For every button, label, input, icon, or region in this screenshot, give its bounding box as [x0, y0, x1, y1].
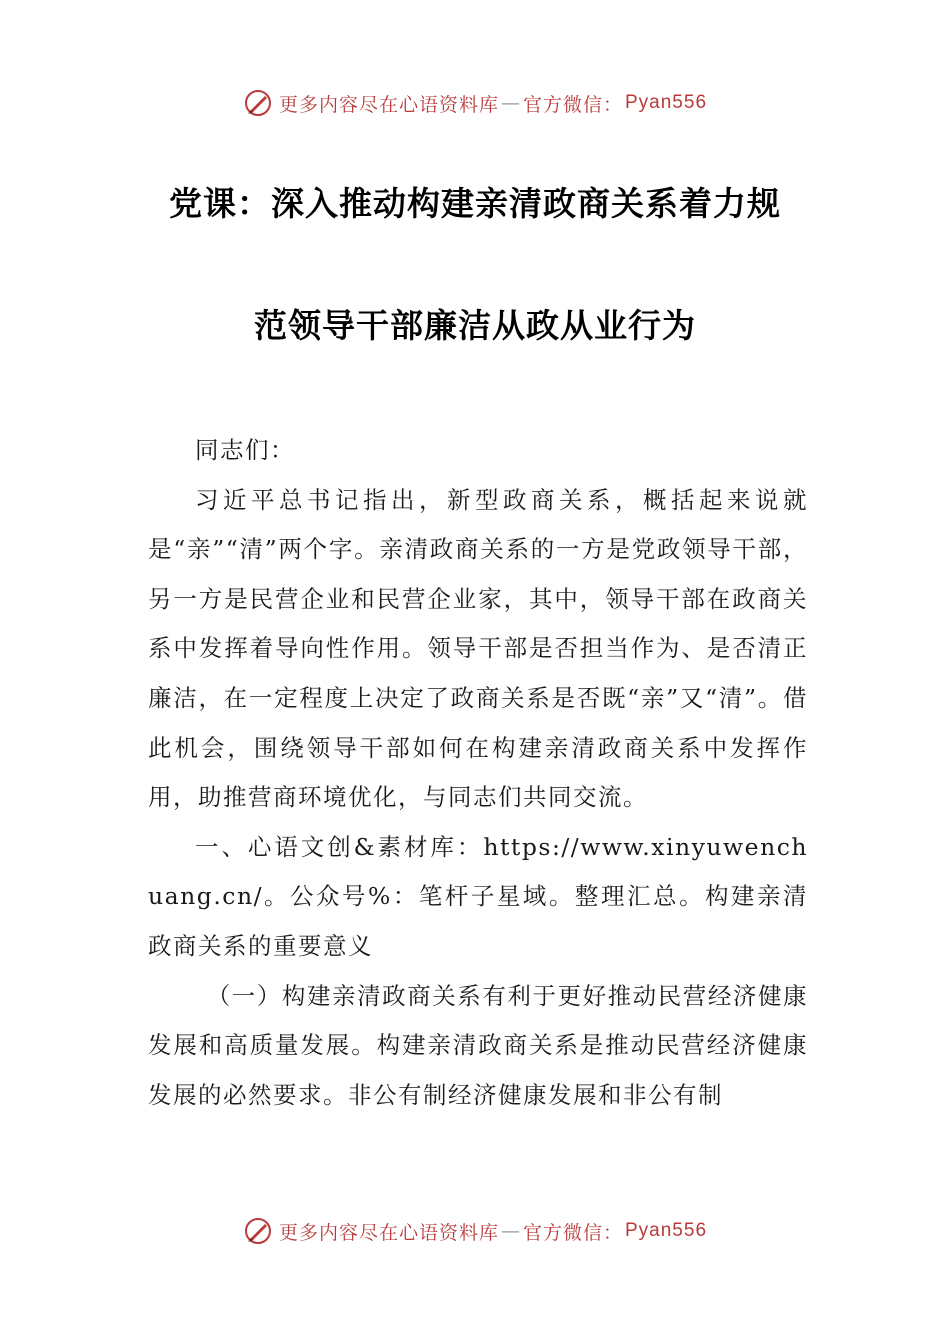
watermark-separator: —: [500, 1220, 521, 1242]
watermark-separator: —: [500, 92, 521, 114]
watermark-brand: 更多内容尽在心语资料库: [278, 1221, 499, 1244]
page-title-line-2: 范领导干部廉洁从政从业行为: [254, 306, 696, 345]
watermark-official-label: 官方微信：: [522, 93, 623, 116]
subsection-1: （一）构建亲清政商关系有利于更好推动民营经济健康发展和高质量发展。构建亲清政商关系是推动民营经济健康发展的必然要求。非公有制经济健康发展和非公有制: [148, 981, 808, 1109]
watermark-official-label: 官方微信：: [522, 1221, 623, 1244]
header-watermark: [0, 86, 950, 120]
watermark-brand: 更多内容尽在心语资料库: [278, 93, 499, 116]
footer-watermark: [0, 1214, 950, 1248]
watermark-wechat-id: Pyan556: [625, 92, 708, 113]
section-heading-1: 一、心语文创&素材库：https://www.xinyuwenchuang.cn/。公众号%：笔杆子星域。整理汇总。构建亲清政商关系的重要意义: [148, 832, 808, 960]
watermark-wechat-id: Pyan556: [625, 1220, 708, 1241]
pen-logo-icon: [243, 88, 273, 118]
paragraph-intro: 习近平总书记指出，新型政商关系，概括起来说就是“亲”“清”两个字。亲清政商关系的一方是党政领导干部，另一方是民营企业和民营企业家，其中，领导干部在政商关系中发挥着导向性作用。领导干部是否担当作为、是否清正廉洁，在一定程度上决定了政商关系是否既“亲”又“清”。借此机会，围绕领导干部如何在构建亲清政商关系中发挥作用，助推营商环境优化，与同志们共同交流。: [148, 485, 808, 812]
document-body: [148, 426, 808, 1120]
greeting: 同志们：: [195, 436, 295, 464]
page-title-line-1: 党课：深入推动构建亲清政商关系着力规: [169, 184, 781, 223]
pen-logo-icon: [243, 1216, 273, 1246]
